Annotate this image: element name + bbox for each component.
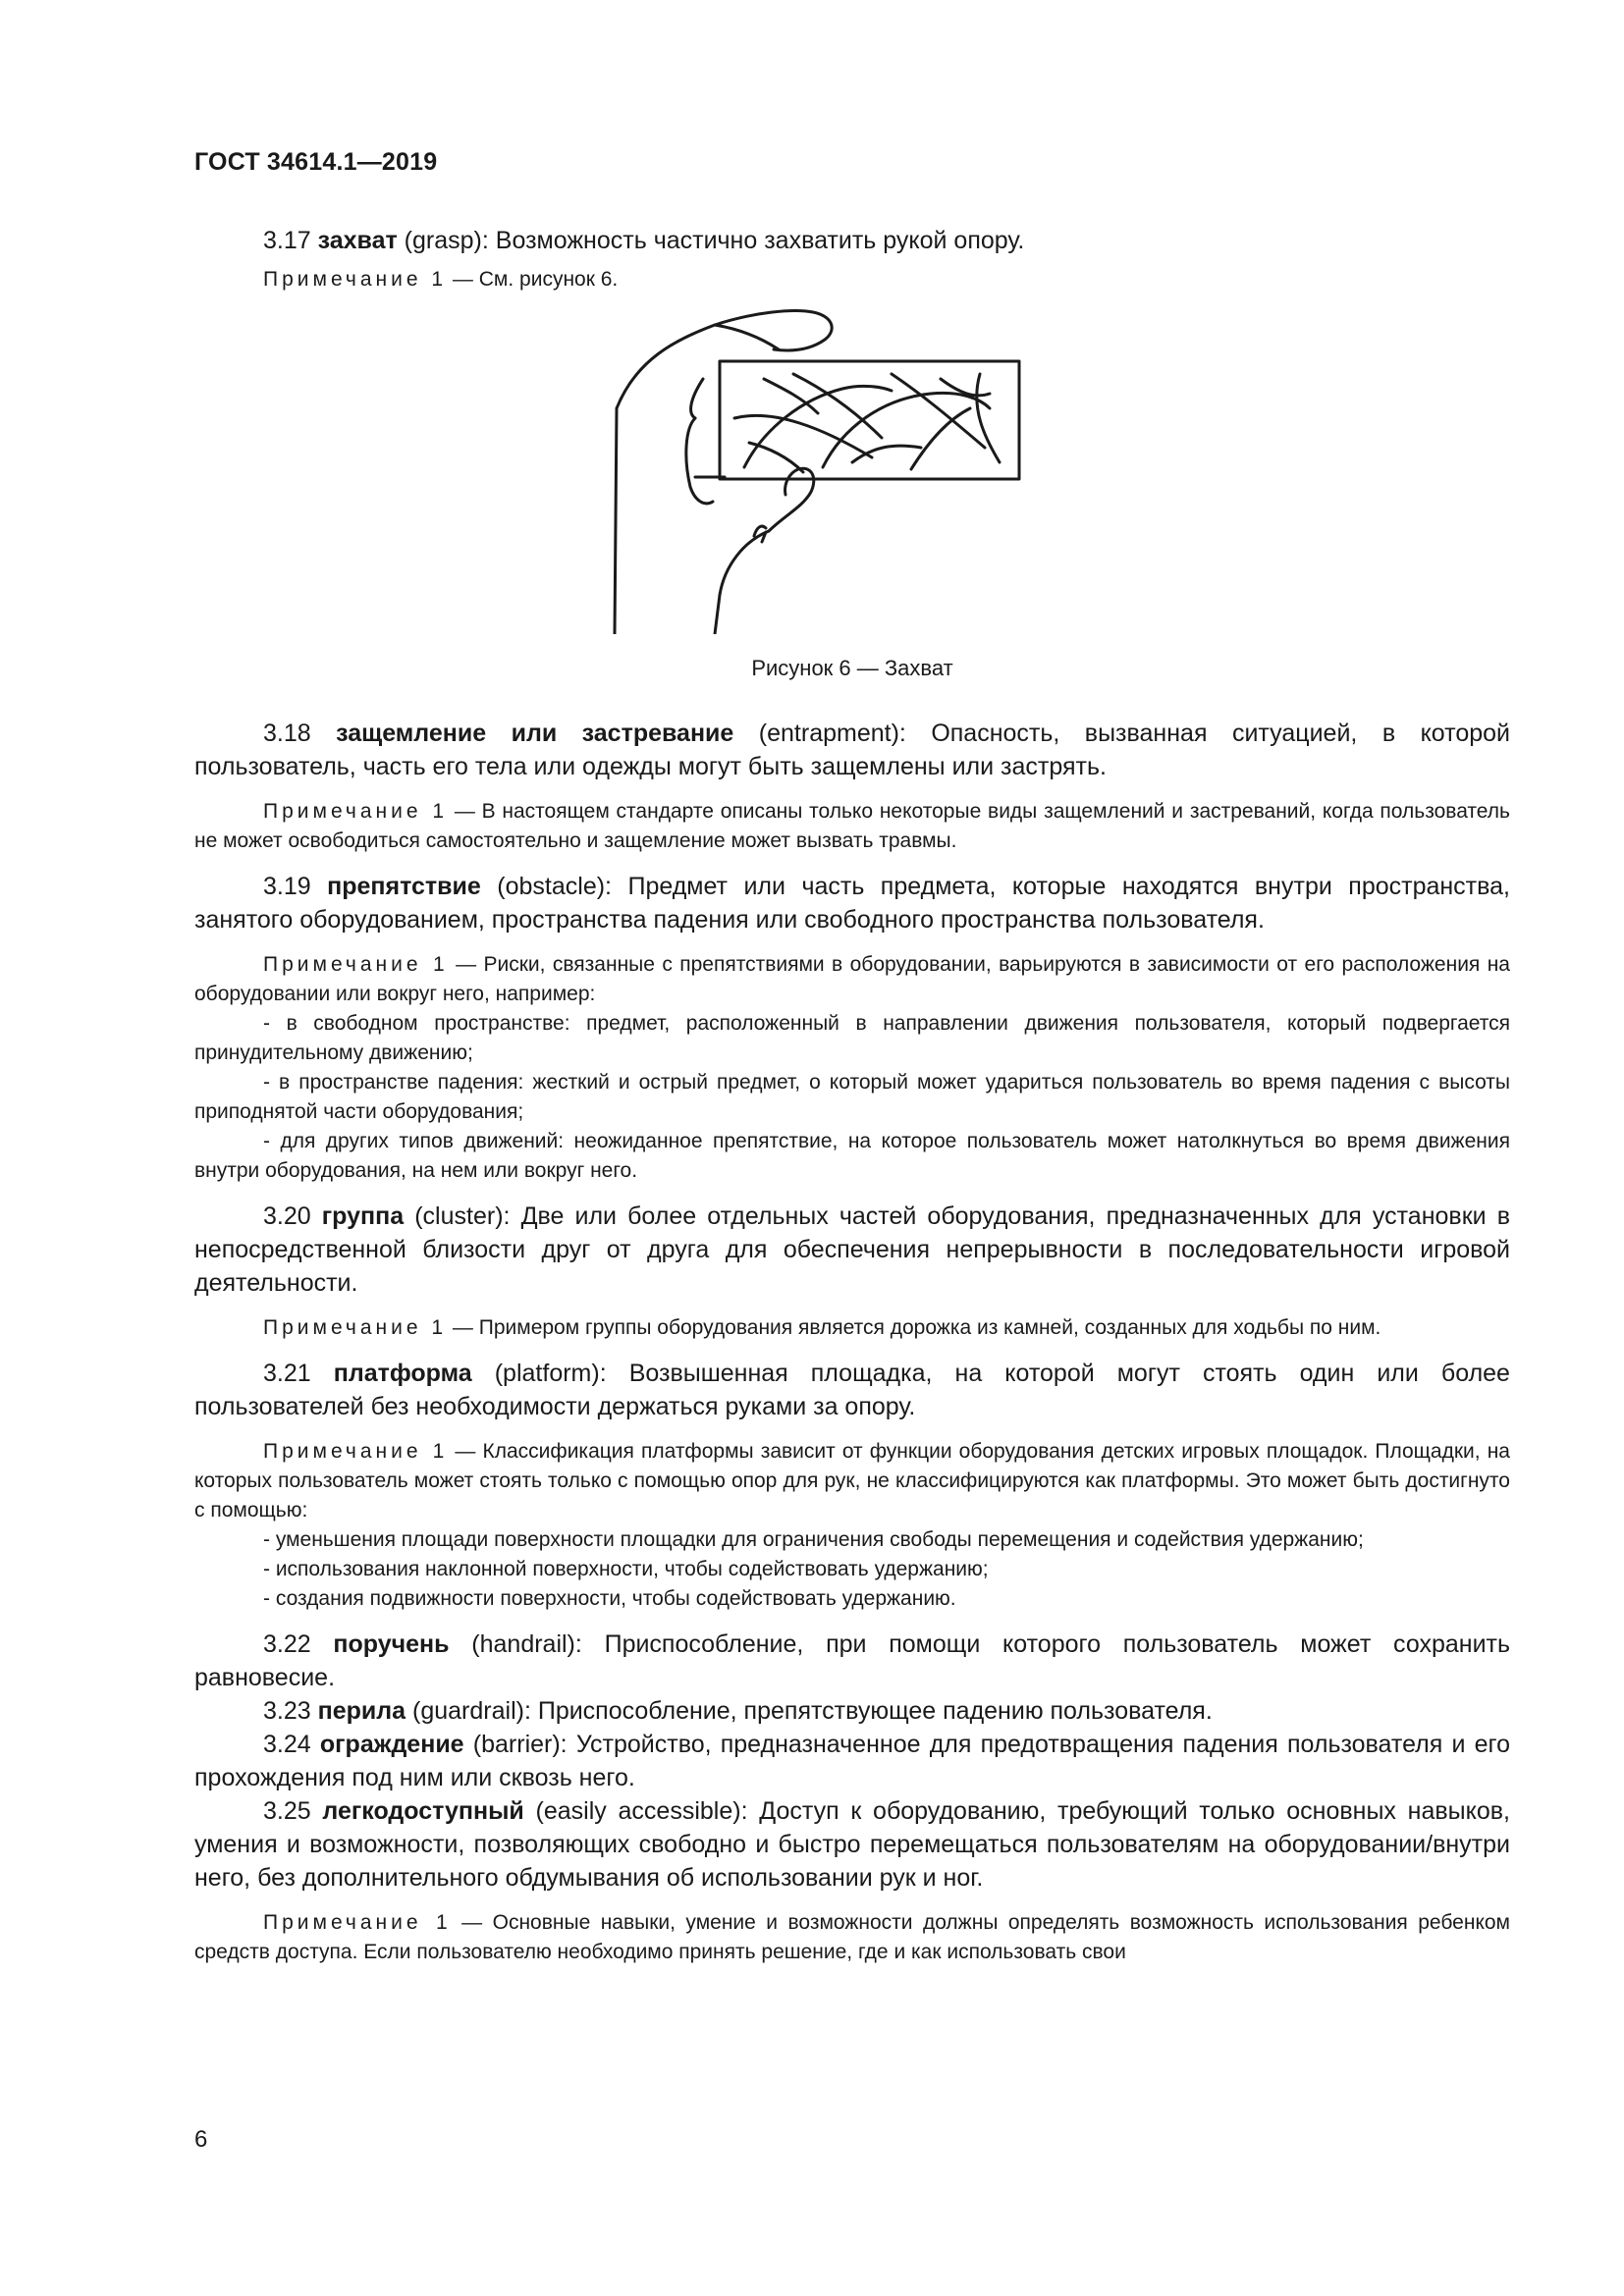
term-number: 3.24 <box>263 1731 311 1758</box>
document-header: ГОСТ 34614.1—2019 <box>194 148 438 176</box>
term-3-22 <box>194 1628 1510 1694</box>
note-3-21 <box>194 1437 1510 1525</box>
term-en: (platform): <box>494 1360 607 1387</box>
list-item: - в свободном пространстве: предмет, расположенный в направлении движения пользователя, который подвергается принудительному движению; <box>194 1012 1510 1064</box>
note-3-19 <box>194 950 1510 1009</box>
term-en: (handrail): <box>471 1630 582 1658</box>
term-name: препятствие <box>327 873 481 900</box>
term-en: (entrapment): <box>758 720 906 747</box>
term-number: 3.20 <box>263 1202 311 1230</box>
term-3-25 <box>194 1794 1510 1895</box>
term-3-18 <box>194 717 1510 783</box>
term-name: поручень <box>333 1630 450 1658</box>
term-definition: Доступ к оборудованию, требующий только основных навыков, умения и возможности, позволяющих свободно и быстро перемещаться пользователям на оборудовании/внутри него, без дополнительного обдумывания об использовании рук и ног. <box>194 1797 1510 1892</box>
term-number: 3.19 <box>263 873 311 900</box>
figure-6 <box>194 300 1510 634</box>
term-en: (obstacle): <box>497 873 612 900</box>
term-name: платформа <box>333 1360 472 1387</box>
term-number: 3.18 <box>263 720 311 747</box>
note-head: Примечание 1 <box>263 1316 448 1339</box>
term-name: захват <box>317 227 398 254</box>
note-3-20 <box>194 1313 1510 1343</box>
note-head: Примечание 1 <box>263 800 449 823</box>
term-en: (guardrail): <box>412 1697 531 1725</box>
term-number: 3.22 <box>263 1630 311 1658</box>
term-name: легкодоступный <box>322 1797 524 1825</box>
note-3-17 <box>194 265 1510 294</box>
note-text: — Классификация платформы зависит от функции оборудования детских игровых площадок. Площадки, на которых пользователь может стоять только с помощью опор для рук, не классифицируются как платформы. Это может быть достигнуто с помощью: <box>194 1440 1510 1522</box>
term-3-17 <box>194 224 1510 257</box>
note-3-25 <box>194 1908 1510 1967</box>
term-name: защемление или застревание <box>336 720 734 747</box>
term-definition: Опасность, вызванная ситуацией, в которой пользователь, часть его тела или одежды могут быть защемлены или застрять. <box>194 720 1510 780</box>
term-definition: Две или более отдельных частей оборудования, предназначенных для установки в непосредственной близости друг от друга для обеспечения непрерывности в последовательности игровой деятельности. <box>194 1202 1510 1297</box>
note-head: Примечание 1 <box>263 953 449 976</box>
term-name: ограждение <box>319 1731 464 1758</box>
term-definition: Возвышенная площадка, на которой могут стоять один или более пользователей без необходимости держаться руками за опору. <box>194 1360 1510 1420</box>
note-text: — Примером группы оборудования является дорожка из камней, созданных для ходьбы по ним. <box>452 1316 1381 1339</box>
term-3-24 <box>194 1728 1510 1794</box>
page-number: 6 <box>194 2126 208 2153</box>
note-text: — Риски, связанные с препятствиями в оборудовании, варьируются в зависимости от его расположения на оборудовании или вокруг него, например: <box>194 953 1510 1005</box>
note-text: — См. рисунок 6. <box>452 268 619 291</box>
term-definition: Приспособление, препятствующее падению пользователя. <box>537 1697 1213 1725</box>
term-definition: Приспособление, при помощи которого пользователь может сохранить равновесие. <box>194 1630 1511 1691</box>
term-en: (easily accessible): <box>535 1797 748 1825</box>
list-item: - для других типов движений: неожиданное препятствие, на которое пользователь может натолкнуться во время движения внутри оборудования, на нем или вокруг него. <box>194 1130 1510 1182</box>
list-item: - использования наклонной поверхности, чтобы содействовать удержанию; <box>263 1558 989 1580</box>
note-text: — В настоящем стандарте описаны только некоторые виды защемлений и застреваний, когда пользователь не может освободиться самостоятельно и защемление может вызвать травмы. <box>194 800 1510 852</box>
list-item: - уменьшения площади поверхности площадки для ограничения свободы перемещения и содействия удержанию; <box>263 1528 1364 1551</box>
term-definition: Предмет или часть предмета, которые находятся внутри пространства, занятого оборудованием, пространства падения или свободного пространства пользователя. <box>194 873 1510 934</box>
document-body <box>194 224 1510 1967</box>
term-number: 3.17 <box>263 227 311 254</box>
term-number: 3.23 <box>263 1697 311 1725</box>
term-3-20 <box>194 1200 1510 1300</box>
note-head: Примечание 1 <box>263 1911 452 1934</box>
term-3-19 <box>194 870 1510 936</box>
term-name: группа <box>321 1202 405 1230</box>
list-item: - в пространстве падения: жесткий и острый предмет, о который может удариться пользователь во время падения с высоты приподнятой части оборудования; <box>194 1071 1510 1123</box>
note-head: Примечание 1 <box>263 268 448 291</box>
term-name: перила <box>317 1697 406 1725</box>
term-definition: Возможность частично захватить рукой опору. <box>495 227 1025 254</box>
term-3-21 <box>194 1357 1510 1423</box>
note-head: Примечание 1 <box>263 1440 449 1463</box>
term-definition: Устройство, предназначенное для предотвращения падения пользователя и его прохождения под ним или сквозь него. <box>194 1731 1510 1791</box>
term-number: 3.25 <box>263 1797 311 1825</box>
term-number: 3.21 <box>263 1360 311 1387</box>
grasp-illustration <box>597 300 1108 634</box>
list-item: - создания подвижности поверхности, чтобы содействовать удержанию. <box>263 1587 956 1610</box>
figure-caption: Рисунок 6 — Захват <box>751 656 953 680</box>
term-en: (cluster): <box>414 1202 511 1230</box>
note-3-18 <box>194 797 1510 856</box>
term-en: (grasp): <box>404 227 489 254</box>
note-text: — Основные навыки, умение и возможности должны определять возможность использования ребенком средств доступа. Если пользователю необходимо принять решение, где и как использовать свои <box>194 1911 1510 1963</box>
term-3-23 <box>194 1694 1510 1728</box>
term-en: (barrier): <box>472 1731 568 1758</box>
